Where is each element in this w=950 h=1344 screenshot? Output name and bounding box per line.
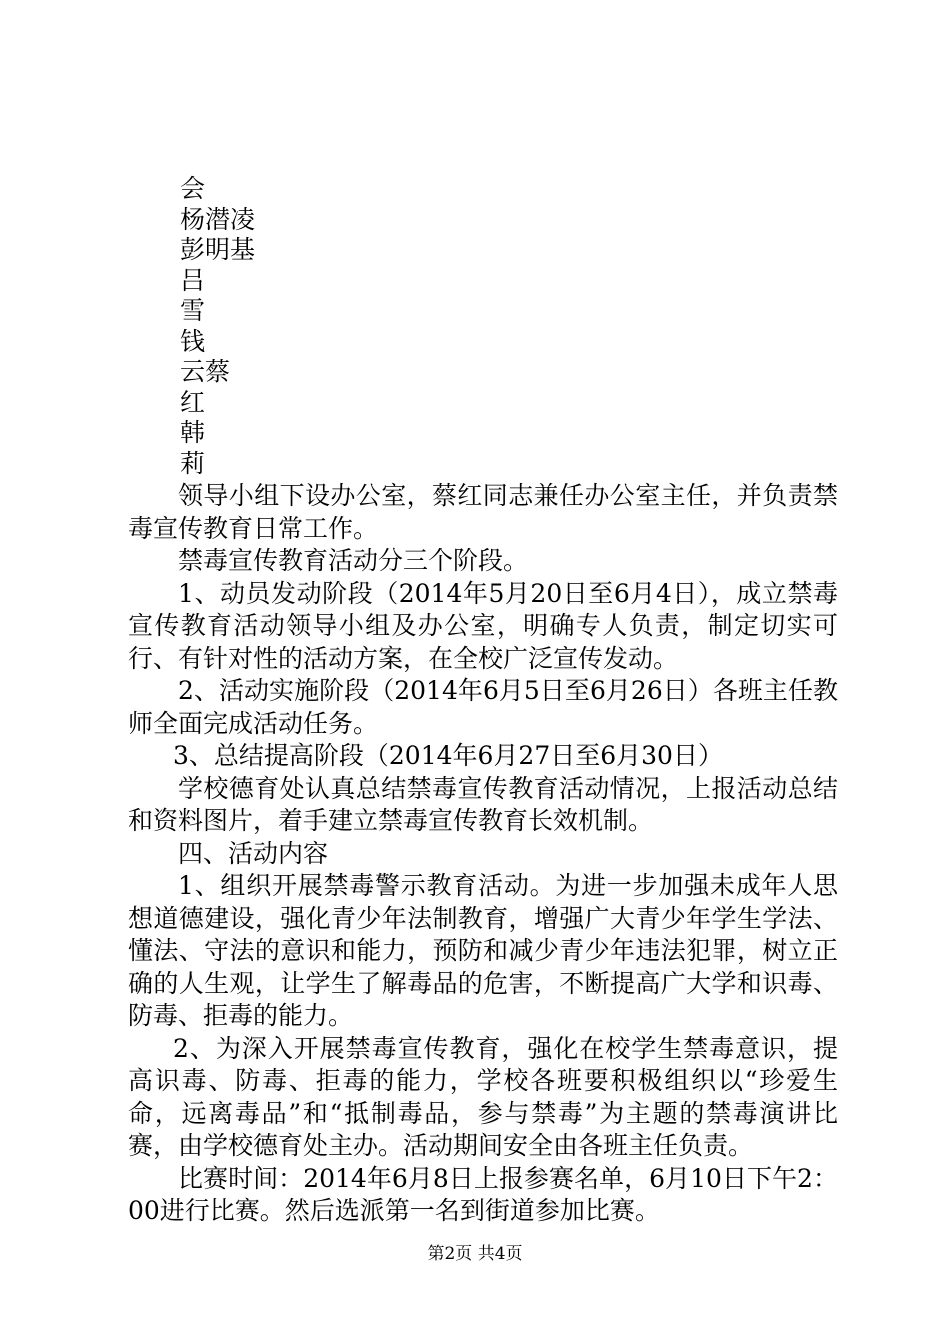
- section-heading: 四、活动内容: [178, 838, 329, 868]
- member-name: 雪: [180, 296, 206, 325]
- member-name: 韩: [180, 418, 206, 447]
- paragraph-content-2: 2、为深入开展禁毒宣传教育，强化在校学生禁毒意识，提高识毒、防毒、拒毒的能力，学校各班要积极组织以“珍爱生命，远离毒品”和“抵制毒品，参与禁毒”为主题的禁毒演讲比赛，由学校德育处主办。活动期间安全由各班主任负责。: [128, 1033, 838, 1160]
- member-name: 红: [180, 387, 206, 417]
- committee-member-list: [180, 174, 255, 479]
- document-body: [128, 480, 838, 1228]
- paragraph-phase-1: 1、动员发动阶段（2014年5月20日至6月4日），成立禁毒宣传教育活动领导小组及办公室，明确专人负责，制定切实可行、有针对性的活动方案，在全校广泛宣传发动。: [128, 578, 838, 673]
- member-name: 钱: [180, 326, 206, 356]
- paragraph-office: 领导小组下设办公室，蔡红同志兼任办公室主任，并负责禁毒宣传教育日常工作。: [128, 481, 838, 543]
- member-name: 会: [180, 174, 206, 203]
- paragraph-phase-2: 2、活动实施阶段（2014年6月5日至6月26日）各班主任教师全面完成活动任务。: [128, 676, 838, 738]
- paragraph-summary: 学校德育处认真总结禁毒宣传教育活动情况，上报活动总结和资料图片，着手建立禁毒宣传教育长效机制。: [128, 773, 838, 835]
- member-name: 云蔡: [180, 357, 231, 386]
- paragraph-content-1: 1、组织开展禁毒警示教育活动。为进一步加强未成年人思想道德建设，强化青少年法制教育，增强广大青少年学生学法、懂法、守法的意识和能力，预防和减少青少年违法犯罪，树立正确的人生观，让学生了解毒品的危害，不断提高广大学和识毒、防毒、拒毒的能力。: [128, 871, 838, 1030]
- page-footer: 第2页 共4页: [427, 1244, 523, 1264]
- paragraph-competition-time: 比赛时间：2014年6月8日上报参赛名单，6月10日下午2：00进行比赛。然后选派第一名到街道参加比赛。: [128, 1163, 838, 1225]
- member-name: 彭明基: [180, 235, 256, 264]
- paragraph-phase-3: 3、总结提高阶段（2014年6月27日至6月30日）: [173, 741, 723, 770]
- member-name: 莉: [180, 448, 206, 478]
- paragraph-phases-intro: 禁毒宣传教育活动分三个阶段。: [178, 546, 529, 575]
- member-name: 杨潜凌: [180, 204, 256, 234]
- member-name: 吕: [180, 265, 206, 295]
